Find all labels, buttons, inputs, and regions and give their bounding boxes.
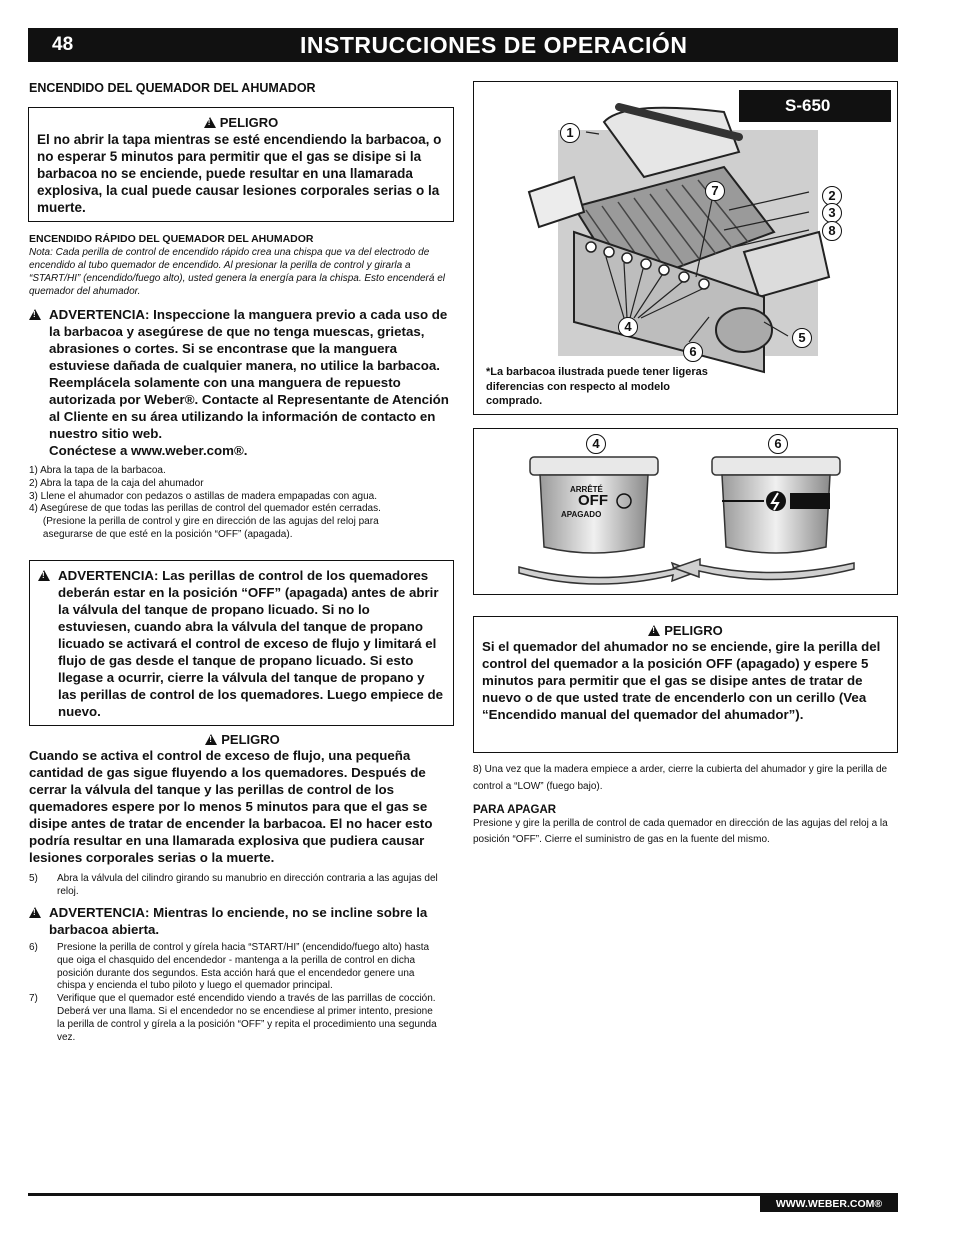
warning-triangle-icon bbox=[648, 625, 660, 636]
list-item: 2) Abra la tapa de la caja del ahumador bbox=[29, 477, 204, 489]
callout-1: 1 bbox=[560, 123, 580, 143]
danger-text: Si el quemador del ahumador no se enciende, gire la perilla del control del quemador a la posición OFF (apagado) y espere 5 minutos para permitir que el gas se disipe antes de tratar de nuevo o de que usted trate de encenderlo con un cerillo (Vea “Encendido manual del quemador del ahumador”). bbox=[482, 639, 881, 722]
knob-label-apagado: APAGADO bbox=[561, 510, 602, 519]
list-item: 1) Abra la tapa de la barbacoa. bbox=[29, 465, 166, 476]
callout-8: 8 bbox=[822, 221, 842, 241]
knob-label-off: OFF bbox=[578, 492, 608, 509]
callout-7: 7 bbox=[705, 181, 725, 201]
warning-box-2 bbox=[29, 560, 454, 726]
callout-4: 4 bbox=[586, 434, 606, 454]
danger-heading: !PELIGRO bbox=[37, 115, 445, 130]
list-item: 5) Abra la válvula del cilindro girando su manubrio en dirección contraria a las agujas del reloj. bbox=[29, 873, 438, 897]
warning-triangle-icon bbox=[38, 570, 50, 581]
callout-6: 6 bbox=[768, 434, 788, 454]
warning-hose bbox=[29, 306, 454, 459]
danger-text: El no abrir la tapa mientras se esté encendiendo la barbacoa, o no esperar 5 minutos para permitir que el gas se disipe si la barbacoa no se enciende, puede resultar en una llamarada explosiva, la cual puede causar lesiones corporales serias o la muerte. bbox=[37, 132, 442, 215]
warning-text: ADVERTENCIA: Mientras lo enciende, no se incline sobre la barbacoa abierta. bbox=[49, 905, 428, 937]
shutdown-title: PARA APAGAR bbox=[473, 804, 557, 816]
step-5 bbox=[29, 873, 457, 899]
callout-3: 3 bbox=[822, 203, 842, 223]
page-title: INSTRUCCIONES DE OPERACIÓN bbox=[300, 32, 688, 58]
steps-list-a bbox=[29, 465, 454, 542]
danger-box-1 bbox=[28, 107, 454, 222]
quick-light-section bbox=[29, 233, 455, 298]
callout-5: 5 bbox=[792, 328, 812, 348]
figure-caption: *La barbacoa ilustrada puede tener ligeras diferencias con respecto al modelo comprado. bbox=[486, 366, 708, 407]
step-8: 8) Una vez que la madera empiece a arder, cierre la cubierta del ahumador y gire la perilla de control a “LOW” (fuego bajo). bbox=[473, 764, 888, 792]
warning-text: ADVERTENCIA: Inspeccione la manguera previo a cada uso de la barbacoa y asegúrese de que no tenga muescas, grietas, abrasiones o cortes. Si se encontrase que la manguera estuviese dañada de cualquier manera, no utilice la barbacoa. Reemplácela solamente con una manguera de repuesto autorizada por Weber®. Contacte al Representante de Atención al Cliente en su área utilizando la información de contacto en nuestro sitio web. bbox=[49, 307, 449, 441]
header-bar bbox=[28, 28, 898, 62]
list-item: (Presione la perilla de control y gire en dirección de las agujas del reloj para bbox=[29, 516, 379, 528]
warning-triangle-icon bbox=[205, 734, 217, 745]
list-item: 7) Verifique que el quemador esté encendido viendo a través de las parrillas de cocción. Deberá ver una llama. Si el encendedor no se encendiese al primer intento, presione la perilla de control y gírela a la posición “OFF” y repita el procedimiento una segunda vez. bbox=[29, 993, 437, 1043]
warning-website: Conéctese a www.weber.com®. bbox=[49, 443, 248, 458]
model-badge: S-650 bbox=[739, 90, 891, 122]
danger-text: Cuando se activa el control de exceso de flujo, una pequeña cantidad de gas sigue fluyendo a los quemadores. Después de cerrar la válvula del tanque y las perillas de control de los quemadores espere por lo menos 5 minutos para que el gas se disipe antes de tratar de encender la barbacoa. El no hacer esto podría resultar en una llamarada explosiva que pudiera causar lesiones corporales serias o la muerte. bbox=[29, 748, 433, 865]
footer-url[interactable]: WWW.WEBER.COM® bbox=[760, 1196, 898, 1212]
list-item: asegurarse de que esté en la posición “OFF” (apagada). bbox=[29, 528, 293, 540]
danger-heading: !PELIGRO bbox=[482, 623, 889, 638]
warning-triangle-icon bbox=[204, 117, 216, 128]
warning-triangle-icon bbox=[29, 309, 41, 320]
list-item: 3) Llene el ahumador con pedazos o astillas de madera empapadas con agua. bbox=[29, 490, 378, 502]
warning-triangle-icon bbox=[29, 907, 41, 918]
shutdown-section bbox=[473, 804, 893, 847]
knob-figure bbox=[473, 428, 898, 595]
shutdown-text: Presione y gire la perilla de control de cada quemador en dirección de las agujas del reloj a la posición “OFF”. Cierre el suministro de gas en la fuente del mismo. bbox=[473, 818, 888, 845]
callout-6: 6 bbox=[683, 342, 703, 362]
quick-light-title: ENCENDIDO RÁPIDO DEL QUEMADOR DEL AHUMADOR bbox=[29, 233, 314, 245]
callout-2: 2 bbox=[822, 186, 842, 206]
danger-section-2 bbox=[29, 732, 456, 866]
list-item: 4) Asegúrese de que todas las perillas de control del quemador estén cerradas. bbox=[29, 503, 381, 515]
steps-list-b bbox=[29, 942, 439, 1044]
list-item: 6) Presione la perilla de control y gírela hacia “START/HI” (encendido/fuego alto) hasta que oiga el chasquido del encendedor - mantenga a la perilla de control en dicha posición durante dos segundos. Esta acción hará que el encendedor genere una chispa y encienda el tubo piloto y luego el quemador principal. bbox=[29, 942, 430, 992]
grill-figure bbox=[473, 81, 898, 415]
page-number: 48 bbox=[52, 34, 74, 55]
danger-box-3 bbox=[473, 616, 898, 753]
warning-lean bbox=[29, 904, 454, 938]
warning-text: ADVERTENCIA: Las perillas de control de los quemadores deberán estar en la posición “OFF” (apagada) antes de abrir la válvula del tanque de propano licuado. Si no lo estuviesen, cuando abra la válvula del tanque de propano licuado se activará el control de exceso de flujo y limitará el flujo de gas desde el tanque de propano licuado. Si esto llegase a ocurrir, cierre la válvula del tanque de propano y las perillas de control de los quemadores. Luego empiece de nuevo. bbox=[58, 568, 443, 719]
note-text: Nota: Cada perilla de control de encendido rápido crea una chispa que va del electrodo de encendido al tubo quemador de encendido. Al presionar la perilla de control y girarla a “START/HI” (encendido/fuego alto), usted genera la energía para la chispa. Esto encenderá el quemador del ahumador. bbox=[29, 247, 445, 297]
section-title: ENCENDIDO DEL QUEMADOR DEL AHUMADOR bbox=[29, 81, 316, 95]
callout-4: 4 bbox=[618, 317, 638, 337]
danger-heading: !PELIGRO bbox=[29, 732, 456, 747]
knob-label-arrete: ARRÊTÉ bbox=[570, 485, 603, 494]
knob-illustration bbox=[474, 429, 896, 593]
